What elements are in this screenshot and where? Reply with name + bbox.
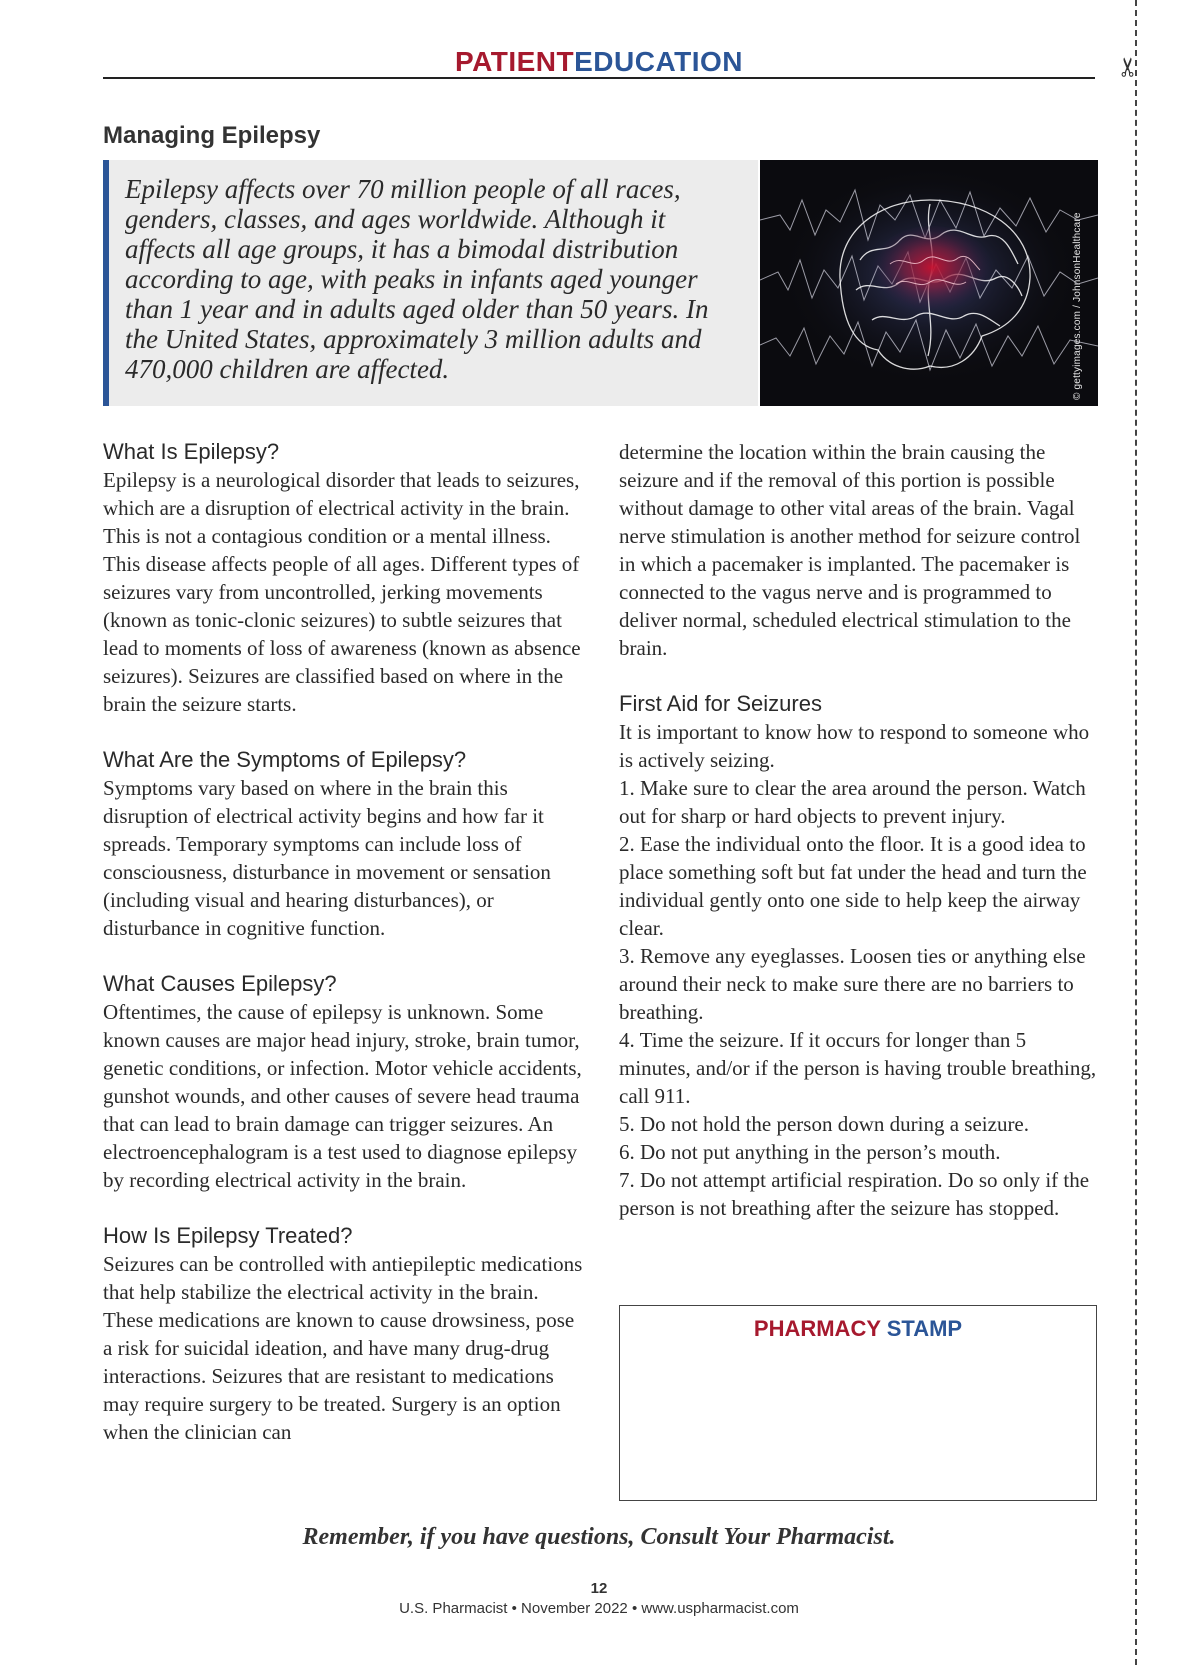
first-aid-step: 4. Time the seizure. If it occurs for longer than 5 minutes, and/or if the person is having trouble breathing, call 911. xyxy=(619,1028,1097,1108)
column-left xyxy=(103,438,583,1446)
spacer xyxy=(103,1194,583,1222)
column-right xyxy=(619,438,1099,1222)
section-banner xyxy=(103,46,1095,78)
text-treated-part2: determine the location within the brain causing the seizure and if the removal of this portion is possible without damage to other vital areas of the brain. Vagal nerve stimulation is another method for seizure control in which a pacemaker is implanted. The pacemaker is connected to the vagus nerve and is programmed to deliver normal, scheduled electrical stimulation to the brain. xyxy=(619,440,1081,660)
brain-image xyxy=(760,160,1098,406)
photo-credit: © gettyimages.com / JohnsonHealthcare xyxy=(1072,212,1083,400)
heading-symptoms: What Are the Symptoms of Epilepsy? xyxy=(103,747,467,772)
footer-publication: U.S. Pharmacist • November 2022 • www.uspharmacist.com xyxy=(399,1600,799,1617)
spacer xyxy=(103,942,583,970)
stamp-title-pharmacy: PHARMACY xyxy=(753,1316,881,1341)
first-aid-step: 1. Make sure to clear the area around the person. Watch out for sharp or hard objects to prevent injury. xyxy=(619,776,1086,828)
first-aid-step: 5. Do not hold the person down during a seizure. xyxy=(619,1112,1030,1136)
stamp-title xyxy=(620,1306,1096,1342)
brain-illustration xyxy=(760,160,1098,406)
heading-causes: What Causes Epilepsy? xyxy=(103,971,337,996)
banner-part-education: EDUCATION xyxy=(574,46,743,77)
first-aid-step: 7. Do not attempt artificial respiration. Do so only if the person is not breathing after the seizure has stopped. xyxy=(619,1168,1090,1220)
text-what-is: Epilepsy is a neurological disorder that leads to seizures, which are a disruption of electrical activity in the brain. This is not a contagious condition or a mental illness. This disease affects people of all ages. Different types of seizures vary from uncontrolled, jerking movements (known as tonic-clonic seizures) to subtle seizures that lead to moments of loss of awareness (known as absence seizures). Seizures are classified based on where in the brain the seizure starts. xyxy=(103,468,581,716)
first-aid-step: 2. Ease the individual onto the floor. It is a good idea to place something soft but fat under the head and turn the individual gently onto one side to help keep the airway clear. xyxy=(619,832,1087,940)
text-first-aid-intro: It is important to know how to respond to someone who is actively seizing. xyxy=(619,720,1090,772)
intro-text: Epilepsy affects over 70 million people of all races, genders, classes, and ages worldwide. Although it affects all age groups, it has a bimodal distribution according to age, with peaks in infants aged younger than 1 year and in adults aged older than 50 years. In the United States, approximately 3 million adults and 470,000 children are affected. xyxy=(125,174,709,384)
stamp-title-stamp: STAMP xyxy=(886,1316,963,1341)
page-header xyxy=(103,46,1095,80)
text-causes: Oftentimes, the cause of epilepsy is unknown. Some known causes are major head injury, stroke, brain tumor, genetic conditions, or infection. Motor vehicle accidents, gunshot wounds, and other causes of severe head trauma that can lead to brain damage can trigger seizures. An electroencephalogram is a test used to diagnose epilepsy by recording electrical activity in the brain. xyxy=(103,1000,582,1192)
text-treated-part1: Seizures can be controlled with antiepileptic medications that help stabilize the electrical activity in the brain. These medications are known to cause drowsiness, pose a risk for suicidal ideation, and have many drug-drug interactions. Seizures that are resistant to medications may require surgery to be treated. Surgery is an option when the clinician can xyxy=(103,1252,583,1444)
spacer xyxy=(619,662,1099,690)
first-aid-step: 6. Do not put anything in the person’s mouth. xyxy=(619,1140,1001,1164)
text-symptoms: Symptoms vary based on where in the brain this disruption of electrical activity begins and how far it spreads. Temporary symptoms can include loss of consciousness, disturbance in movement or sensation (including visual and hearing disturbances), or disturbance in cognitive function. xyxy=(103,776,551,940)
heading-treated: How Is Epilepsy Treated? xyxy=(103,1223,353,1248)
heading-first-aid: First Aid for Seizures xyxy=(619,691,822,716)
article-title: Managing Epilepsy xyxy=(103,122,321,149)
pharmacy-stamp-box xyxy=(619,1305,1097,1501)
cut-line xyxy=(1135,0,1137,1665)
first-aid-step: 3. Remove any eyeglasses. Loosen ties or anything else around their neck to make sure there are no barriers to breathing. xyxy=(619,944,1086,1024)
spacer xyxy=(103,718,583,746)
intro-callout xyxy=(103,160,758,406)
scissors-icon: ✂ xyxy=(1113,56,1144,78)
page-number: 12 xyxy=(590,1580,608,1597)
closing-reminder: Remember, if you have questions, Consult Your Pharmacist. xyxy=(302,1524,896,1550)
heading-what-is: What Is Epilepsy? xyxy=(103,439,280,464)
banner-part-patient: PATIENT xyxy=(455,46,575,77)
first-aid-steps xyxy=(619,774,1099,1222)
